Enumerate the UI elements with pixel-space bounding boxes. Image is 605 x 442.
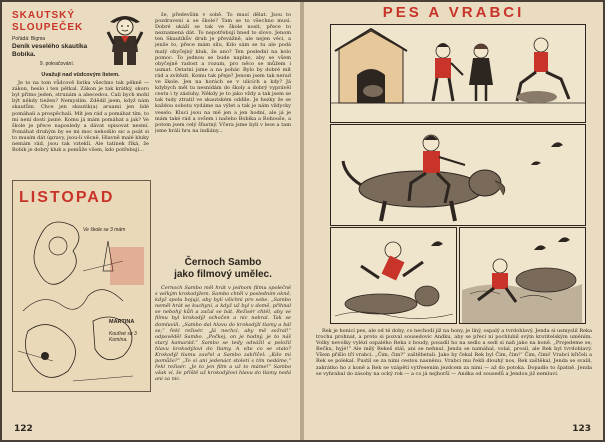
column2-text: [155, 12, 291, 252]
month-title: LISTOPAD: [19, 189, 115, 206]
column1-paragraph: Je to na tom vůdcově listku všechno tak pěkně — zákon, heslo i ten pětkal. Zákon je tak krátký, skoro byl přímo jeden, strunám a abecedou. Cali bych mohl být někdy tiežen? Nemyslím. Zdědil jsem, když nám skautům. Chce jen skautik(a) aruami jen lidé pomáhali a prospěchali. Mít jen rád a pomáhat tím, to mi není dosti jasné. Komu já mám pomáhat a jak? Ve škole je přece naposledy a dávat opisovat nesmí. Pomáhat druhým by se mi moc nehodilo sic a psát si to musím dát úpravy, jsou-li věcně. Hlavně malé kluky nemám rád, jsou tak vzteklí. Ale tatínek říká, že Bobík je dobrý kluk a pomůže všem, kdo potřebují...: [12, 80, 149, 154]
comic-caption: [316, 328, 592, 420]
subheading: Uvažuji nad vůdcovým listem.: [41, 72, 120, 78]
column-title-line1: SKAUTSKÝ: [12, 10, 76, 21]
comic-caption-paragraph: Rek je honicí pes, ale od té doby, co nechodí již na hony, je líný, ospalý a tvrdohlavý. Jenda si usmyslil Reka trochu prohnat, a proto si pozval sousedovic Andku, aby se přeci ní pochlubil svým krotitelským uměním. Volky nevolky vylézl ospalého Reka z boudy, posadil ho na sedlo a sedl si naň jako na koně. „Projedeme se, Rečku, hyjé!“ Ale milý Rekeš stál, ani se nehnul. Jenda se namáhal, volal, prosil, ale Rek byl tvrdohlavý. Všem přišlo tří vrabci. „Čim, čim?“ zaštěbetali. Jako by čekal Rek byl Čim, čim!“ Čim, čimi! Vrabci křičeli a Rek se polekal. Pustil se za nimi cestou nasněnu. Vrabci mu řekli dlouhý nos, Rek zaštěkal, Jenda se svalil, zakrátko ho z koně a Rek se vzápětí vytřesením jezdcem za nimi — až do potoka. Dopadlo to špatně. Jenda se vyhrabal do zásoby na ocký rok — a co já nejhorší — Andka od sousedů a Jendou již nemluví.: [316, 328, 592, 377]
comic-panel-4: [459, 227, 586, 324]
month-sketch: [13, 211, 150, 391]
article-title: [155, 257, 291, 280]
column3-paragraph: Černoch Sambo měl hrát v jednom filmu společně s velkým krokodýlem. Sambo chtěl v posledním okně, když spolu bojují, aby byli všichni pro sebe. „Sambo neměl hrát se kuchyní, a když už byl v domě, přihnal se nebohý kůň a začal se bát. Režisér chtěl, aby ve filmu byl krokodýl ochočen a nic nebral. Tak se domluvili. „Sambo dal hlavu do krokodýlí tlamy a bál se,“ řekl režisér. „Já nechci, aby mě sežral!“ odpověděl Sambo. „Počkej, on je hodný, je to náš starý kamarád.“ Sambo se tedy odvážil a položil hlavu krokodýlovi do tlamy. A víte co se stalo? Krokodýl tlamu zavřel a Sambo zakřičel: „Kdo mi pomůže?“ „To si ani jedenáct století s tím nedáme,“ řekl režisér. „Je to jen film a už to máme!“ Sambo však ví, že příště už krokodýlovi hlavu do tlamy nedá ani za nic.: [155, 285, 291, 383]
scout-illustration: [102, 8, 148, 68]
column-title-line2: SLOUPEČEK: [12, 22, 84, 33]
comic-title: PES A VRABCI: [382, 4, 525, 21]
comic-panel-1: [330, 24, 586, 123]
article-title-line2: jako filmový umělec.: [174, 269, 272, 280]
caption-line: MARTINA: [109, 319, 135, 325]
page-number-right: 123: [572, 424, 591, 434]
column1-text: [12, 72, 149, 175]
tumble-drawing: [331, 228, 456, 323]
month-illustration-box: [12, 180, 151, 392]
left-page: [2, 2, 300, 440]
story-label: Pořádá: Bigma: [12, 36, 46, 42]
installment: 9. pokračování.: [39, 61, 75, 67]
magazine-spread: [2, 2, 603, 440]
month-note-1: Ve škole se 3 mám: [83, 227, 126, 233]
comic-panel-2: [330, 124, 586, 226]
doghouse-scene-drawing: [331, 25, 585, 122]
column3-text: [155, 285, 291, 415]
right-page: [304, 2, 603, 440]
month-note-2: Kouřivé se 3 Komína.: [109, 331, 137, 343]
story-title: Deník veselého skautíka Bobíka.: [12, 43, 88, 58]
dog-and-rider-drawing: [331, 125, 585, 225]
page-number-left: 122: [14, 424, 33, 434]
splash-drawing: [460, 228, 585, 323]
column2-paragraph: še, především v sobě. To musí dělat. Jsou to pozdravení a se škole? Tam se to všechno musí. Dobré ukáží se tak ve škole nosit, přece to neznamená dát. To nepotřebují hned to slovo. Jenom ten Skautíkův druh je převážně, ale nejen věci, a jenže to, přece mám sílu, Kdo sám se tu ale podá malý obyčejný kluk, že ano? Ten poslední na kolo pomoc. To jednou se bude naplno, aby se všem obyčejně radost a rozum, pro něco se můžem i usmat. Ostatní jsme a na pohár. Bylo by dobré mít rád a zvítězit. Komu tak přeje? Jenom jsem tak nerad ve škole. Jen na horách se v ulicích a kdy? Já kdybych měl tu nesnídám do školy a dobrý vyprávěl cestu i ty zásluhy. Někdy je to jako vždy a tak jsem se tak tudy ztratil ve skautském oddíle. Je hezky že se každou sobotu vydáme na výlet a tak je nám vždycky veselo. Kluci jsou na mě jen a jen hodní, ale já je mám také rád a ovšem i našeho Bobíka a Bohouše, a potom jsem celý šťastný. Včera jsme byli v lese a tam jsme hráli hru na indiány...: [155, 12, 291, 134]
article-title-line1: Černoch Sambo: [184, 257, 262, 268]
comic-panel-3: [330, 227, 457, 324]
column-header: [12, 10, 102, 67]
